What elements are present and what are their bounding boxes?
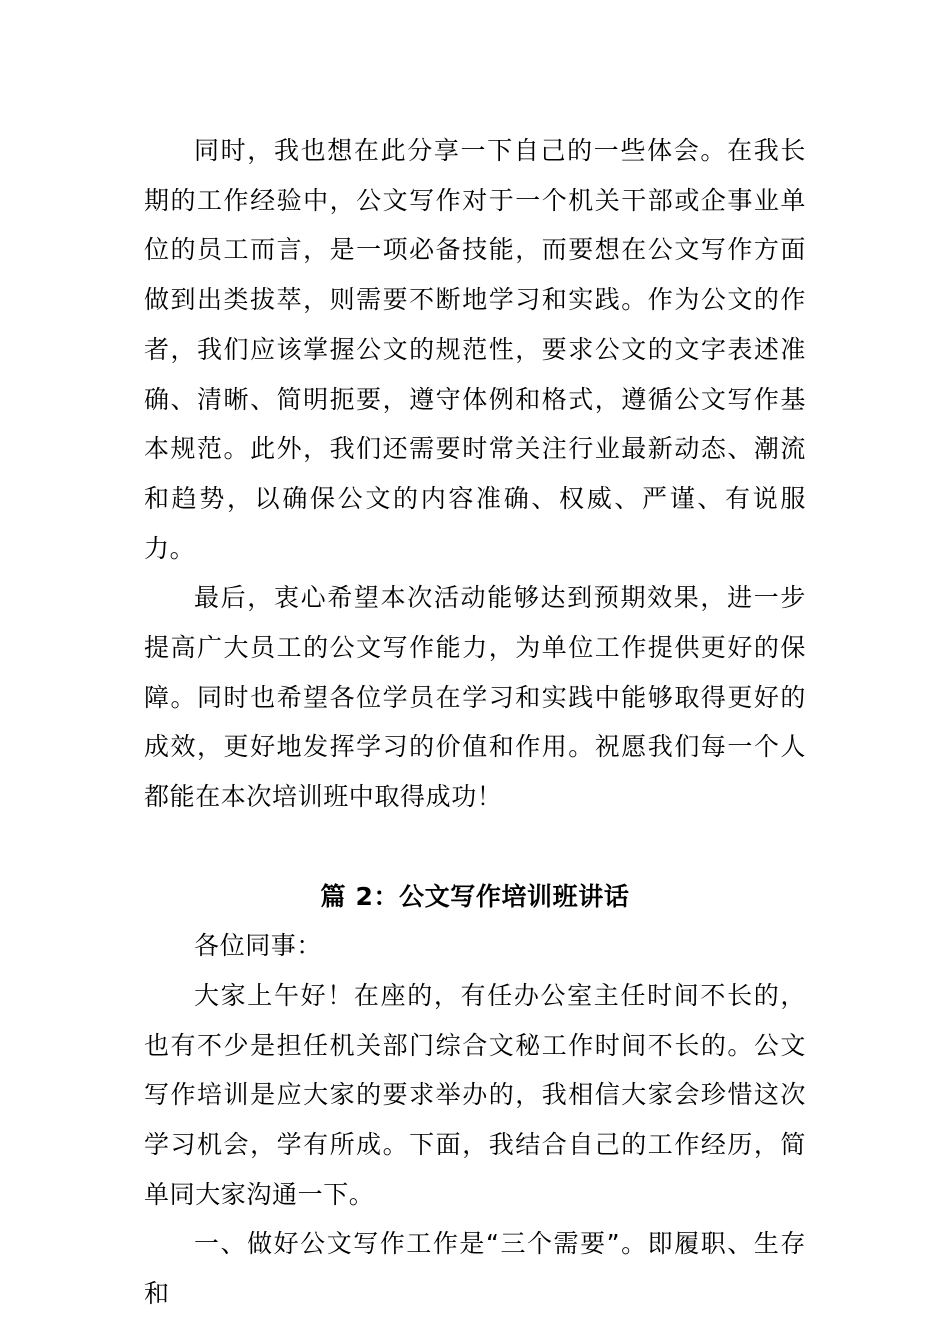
document-body xyxy=(144,126,806,1319)
paragraph-experience: 同时，我也想在此分享一下自己的一些体会。在我长期的工作经验中，公文写作对于一个机关干部或企事业单位的员工而言，是一项必备技能，而要想在公文写作方面做到出类拔萃，则需要不断地学习和实践。作为公文的作者，我们应该掌握公文的规范性，要求公文的文字表述准确、清晰、简明扼要，遵守体例和格式，遵循公文写作基本规范。此外，我们还需要时常关注行业最新动态、潮流和趋势，以确保公文的内容准确、权威、严谨、有说服力。 xyxy=(144,136,806,563)
paragraph-closing-wishes: 最后，衷心希望本次活动能够达到预期效果，进一步提高广大员工的公文写作能力，为单位工作提供更好的保障。同时也希望各位学员在学习和实践中能够取得更好的成效，更好地发挥学习的价值和作用。祝愿我们每一个人都能在本次培训班中取得成功！ xyxy=(144,583,806,812)
paragraph-point-one: 一、做好公文写作工作是“三个需要”。即履职、生存和 xyxy=(144,1229,806,1309)
salutation: 各位同事： xyxy=(194,931,323,961)
paragraph-greeting: 大家上午好！在座的，有任办公室主任时间不长的，也有不少是担任机关部门综合文秘工作时间不长的。公文写作培训是应大家的要求举办的，我相信大家会珍惜这次学习机会，学有所成。下面，我结合自己的工作经历，简单同大家沟通一下。 xyxy=(144,980,806,1209)
section-heading: 篇 2：公文写作培训班讲话 xyxy=(320,881,630,911)
